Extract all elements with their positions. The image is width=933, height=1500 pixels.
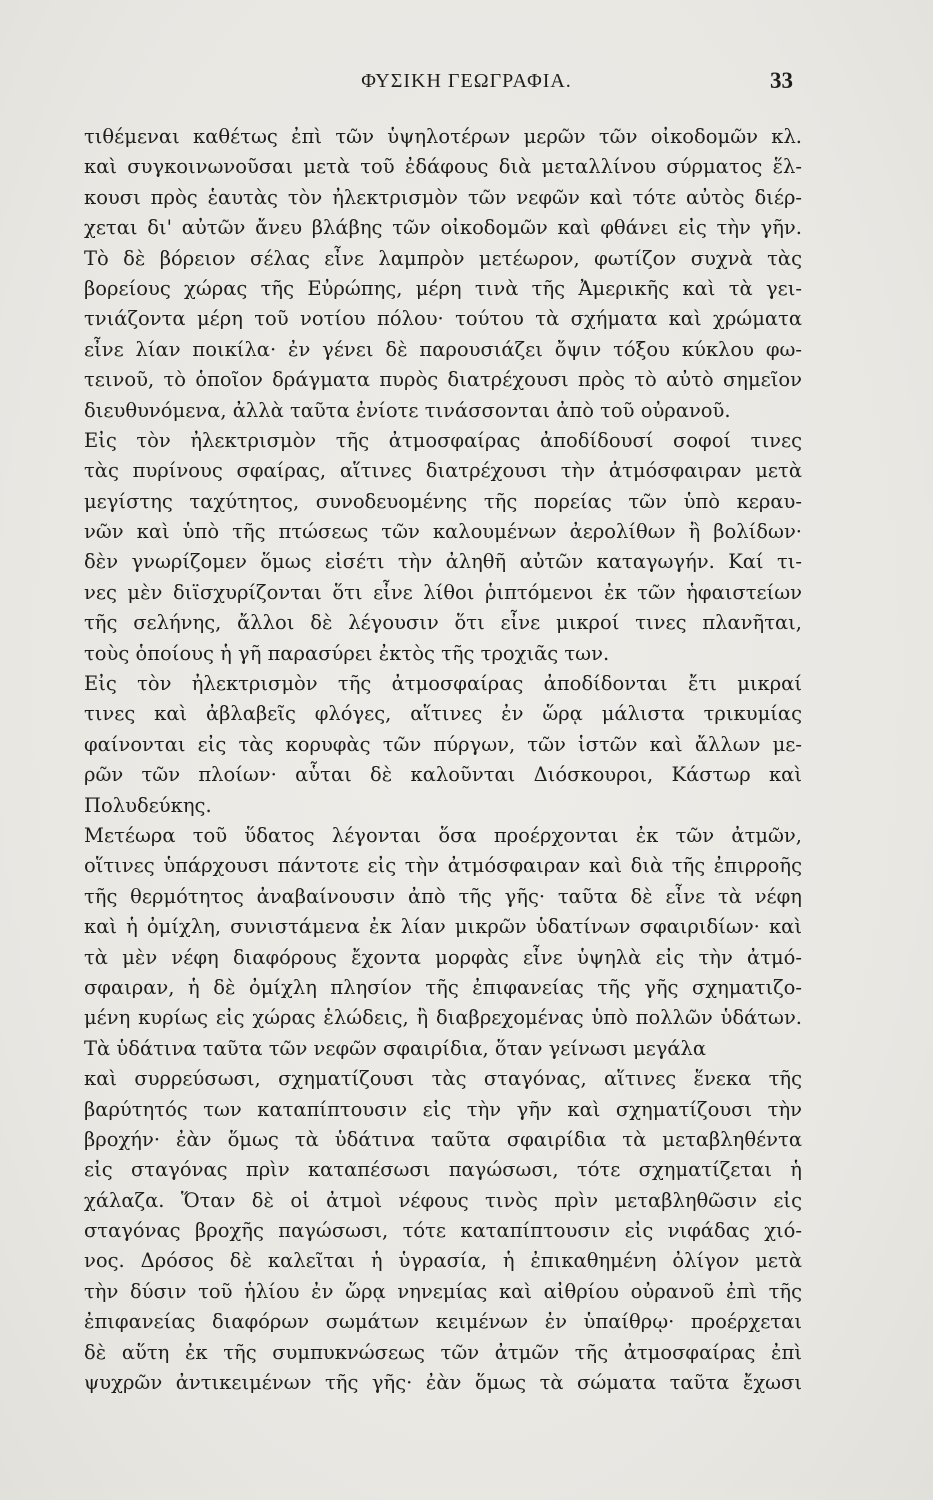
text-line: τνιάζοντα μέρη τοῦ νοτίου πόλου· τούτου τὰ σχήματα καὶ χρώματα [84,307,802,331]
text-line: νες μὲν διϊσχυρίζονται ὅτι εἶνε λίθοι ῥιπτόμενοι ἐκ τῶν ἡφαιστείων [84,580,802,604]
text-line: βαρύτητός των καταπίπτουσιν εἰς τὴν γῆν καὶ σχηματίζουσι τὴν [84,1097,802,1121]
page-number: 33 [770,68,793,93]
running-title: ΦΥΣΙΚΗ ΓΕΩΓΡΑΦΙΑ. [361,70,572,92]
text-line: βροχήν· ἐὰν ὅμως τὰ ὑδάτινα ταῦτα σφαιρίδια τὰ μεταβληθέντα [84,1127,802,1151]
text-line: Μετέωρα τοῦ ὕδατος λέγονται ὅσα προέρχονται ἐκ τῶν ἀτμῶν, [84,823,802,847]
text-line: Τὰ ὑδάτινα ταῦτα τῶν νεφῶν σφαιρίδια, ὅταν γείνωσι μεγάλα [84,1036,707,1060]
text-line: διευθυνόμενα, ἀλλὰ ταῦτα ἐνίοτε τινάσσονται ἀπὸ τοῦ οὐρανοῦ. [84,398,731,422]
text-line: νῶν καὶ ὑπὸ τῆς πτώσεως τῶν καλουμένων ἀερολίθων ἢ βολίδων· [84,520,802,544]
text-line: ἐπιφανείας διαφόρων σωμάτων κειμένων ἐν ὑπαίθρῳ· προέρχεται [84,1310,802,1334]
text-line: τῆς θερμότητος ἀναβαίνουσιν ἀπὸ τῆς γῆς· ταῦτα δὲ εἶνε τὰ νέφη [84,884,802,908]
text-line: τοὺς ὁποίους ἡ γῆ παρασύρει ἐκτὸς τῆς τροχιᾶς των. [84,641,610,665]
text-line: φαίνονται εἰς τὰς κορυφὰς τῶν πύργων, τῶν ἱστῶν καὶ ἄλλων με- [84,732,802,756]
text-line: Πολυδεύκης. [84,793,212,817]
text-line: εἶνε λίαν ποικίλα· ἐν γένει δὲ παρουσιάζει ὄψιν τόξου κύκλου φω- [84,337,802,361]
text-line: δὲ αὕτη ἐκ τῆς συμπυκνώσεως τῶν ἀτμῶν τῆς ἀτμοσφαίρας ἐπὶ [84,1340,802,1364]
text-line: οἵτινες ὑπάρχουσι πάντοτε εἰς τὴν ἀτμόσφαιραν καὶ διὰ τῆς ἐπιρροῆς [84,854,802,878]
text-line: τιθέμεναι καθέτως ἐπὶ τῶν ὑψηλοτέρων μερῶν τῶν οἰκοδομῶν κλ. [84,125,802,148]
text-line: Εἰς τὸν ἠλεκτρισμὸν τῆς ἀτμοσφαίρας ἀποδίδονται ἔτι μικραί [84,672,802,696]
text-line: νος. Δρόσος δὲ καλεῖται ἡ ὑγρασία, ἡ ἐπικαθημένη ὀλίγον μετὰ [84,1249,802,1273]
text-line: ψυχρῶν ἀντικειμένων τῆς γῆς· ἐὰν ὅμως τὰ σώματα ταῦτα ἔχωσι [84,1371,802,1395]
text-line: χεται δι' αὐτῶν ἄνευ βλάβης τῶν οἰκοδομῶν καὶ φθάνει εἰς τὴν γῆν. [84,216,802,240]
text-line: δὲν γνωρίζομεν ὅμως εἰσέτι τὴν ἀληθῆ αὐτῶν καταγωγήν. Καί τι- [84,550,802,574]
text-line: Εἰς τὸν ἠλεκτρισμὸν τῆς ἀτμοσφαίρας ἀποδίδουσί σοφοί τινες [84,428,802,452]
text-line: εἰς σταγόνας πρὶν καταπέσωσι παγώσωσι, τότε σχηματίζεται ἡ [84,1158,802,1182]
text-line: τὰ μὲν νέφη διαφόρους ἔχοντα μορφὰς εἶνε ὑψηλὰ εἰς τὴν ἀτμό- [84,945,802,969]
text-line: τῆς σελήνης, ἄλλοι δὲ λέγουσιν ὅτι εἶνε μικροί τινες πλανῆται, [84,611,802,635]
text-line: μένη κυρίως εἰς χώρας ἑλώδεις, ἢ διαβρεχομένας ὑπὸ πολλῶν ὑδάτων. [84,1006,802,1030]
body-text [84,122,802,1398]
text-line: σφαιραν, ἡ δὲ ὀμίχλη πλησίον τῆς ἐπιφανείας τῆς γῆς σχηματιζο- [84,975,802,999]
text-line: τινες καὶ ἀβλαβεῖς φλόγες, αἵτινες ἐν ὥρᾳ μάλιστα τρικυμίας [84,702,802,726]
text-line: Τὸ δὲ βόρειον σέλας εἶνε λαμπρὸν μετέωρον, φωτίζον συχνὰ τὰς [84,246,802,270]
text-line: τεινοῦ, τὸ ὁποῖον δράγματα πυρὸς διατρέχουσι πρὸς τὸ αὐτὸ σημεῖον [84,368,802,392]
text-line: τὰς πυρίνους σφαίρας, αἵτινες διατρέχουσι τὴν ἀτμόσφαιραν μετὰ [84,459,802,483]
page-header [0,70,933,110]
text-line: τὴν δύσιν τοῦ ἡλίου ἐν ὥρᾳ νηνεμίας καὶ αἰθρίου οὐρανοῦ ἐπὶ τῆς [84,1279,802,1303]
text-line: σταγόνας βροχῆς παγώσωσι, τότε καταπίπτουσιν εἰς νιφάδας χιό- [84,1219,802,1243]
text-line: καὶ ἡ ὀμίχλη, συνιστάμενα ἐκ λίαν μικρῶν ὑδατίνων σφαιριδίων· καὶ [84,915,802,939]
text-line: βορείους χώρας τῆς Εὐρώπης, μέρη τινὰ τῆς Ἀμερικῆς καὶ τὰ γει- [84,276,802,300]
text-line: ρῶν τῶν πλοίων· αὗται δὲ καλοῦνται Διόσκουροι, Κάστωρ καὶ [84,763,802,787]
text-line: καὶ συγκοινωνοῦσαι μετὰ τοῦ ἐδάφους διὰ μεταλλίνου σύρματος ἕλ- [84,155,802,179]
text-line: χάλαζα. Ὅταν δὲ οἱ ἀτμοὶ νέφους τινὸς πρὶν μεταβληθῶσιν εἰς [84,1188,802,1212]
text-line: κουσι πρὸς ἑαυτὰς τὸν ἠλεκτρισμὸν τῶν νεφῶν καὶ τότε αὐτὸς διέρ- [84,185,802,209]
text-line: καὶ συρρεύσωσι, σχηματίζουσι τὰς σταγόνας, αἵτινες ἕνεκα τῆς [84,1067,802,1091]
text-line: μεγίστης ταχύτητος, συνοδευομένης τῆς πορείας τῶν ὑπὸ κεραυ- [84,489,802,513]
